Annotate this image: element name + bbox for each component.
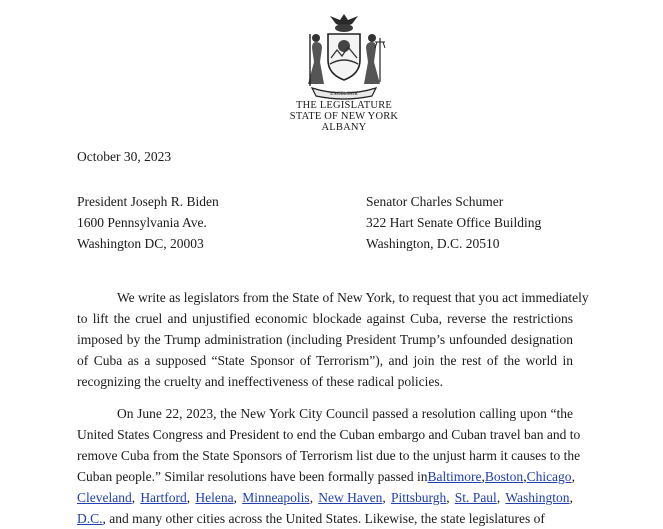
letter-date: October 30, 2023 [77,149,172,164]
paragraph-line: to lift the cruel and unjustified economic blockade against Cuba, reverse the restrictions [77,311,573,326]
recipient-address-president [77,191,219,254]
city-link-dc[interactable]: D.C. [77,511,103,526]
city-link-cleveland[interactable]: Cleveland [77,490,132,505]
city-link-helena[interactable]: Helena [195,490,234,505]
letterhead-line-legislature: THE LEGISLATURE [295,100,393,111]
paragraph-line: of Cuba as a supposed “State Sponsor of Terrorism”), and join the rest of the world in [77,353,573,368]
body-paragraph-2 [77,403,581,529]
letterhead-line-state: STATE OF NEW YORK [289,111,399,122]
city-link-st-paul[interactable]: St. Paul [454,490,497,505]
paragraph-line: United States Congress and President to end the Cuban embargo and Cuban travel ban and to [77,427,581,442]
city-link-new-haven[interactable]: New Haven [318,490,383,505]
city-link-boston[interactable]: Boston [484,469,524,484]
recipient-name: President Joseph R. Biden [77,194,219,209]
city-link-minneapolis[interactable]: Minneapolis [242,490,310,505]
letterhead [248,100,440,133]
recipient-city: Washington, D.C. 20510 [366,236,500,251]
city-link-washington[interactable]: Washington [505,490,570,505]
svg-text:EXCELSIOR: EXCELSIOR [330,92,358,97]
paragraph-line-cities-2: Cleveland, Hartford, Helena, Minneapolis, New Haven, Pittsburgh, St. Paul, Washington, [77,490,573,505]
paragraph-line-cities-3 [77,508,573,529]
paragraph-line: imposed by the Trump administration (including President Trump’s unfounded designation [77,332,573,347]
recipient-address-senator [366,191,541,254]
city-link-baltimore[interactable]: Baltimore [427,469,482,484]
paragraph-line-suffix: , and many other cities across the United States. Likewise, the state legislatures of [102,511,545,526]
paragraph-line: On June 22, 2023, the New York City Council passed a resolution calling upon “the [117,406,573,421]
body-paragraph-1 [77,287,589,392]
paragraph-line-prefix: Cuban people.” Similar resolutions have been formally passed in [77,469,428,484]
recipient-city: Washington DC, 20003 [77,236,204,251]
city-link-pittsburgh[interactable]: Pittsburgh [390,490,447,505]
recipient-street: 1600 Pennsylvania Ave. [77,215,207,230]
new-york-state-seal-icon [298,12,390,100]
recipient-name: Senator Charles Schumer [366,194,504,209]
letterhead-line-albany: ALBANY [321,122,367,133]
paragraph-line: recognizing the cruelty and ineffectiveness of these radical policies. [77,374,443,389]
paragraph-line-cities-1: Cuban people.” Similar resolutions have been formally passed in Baltimore, Boston, Chicago, [77,466,573,487]
recipient-street: 322 Hart Senate Office Building [366,215,542,230]
paragraph-line: remove Cuba from the State Sponsors of Terrorism list due to the unjust harm it causes to the [77,448,581,463]
city-link-chicago[interactable]: Chicago [526,469,572,484]
city-link-hartford[interactable]: Hartford [140,490,187,505]
paragraph-line: We write as legislators from the State of New York, to request that you act immediately [117,290,589,305]
